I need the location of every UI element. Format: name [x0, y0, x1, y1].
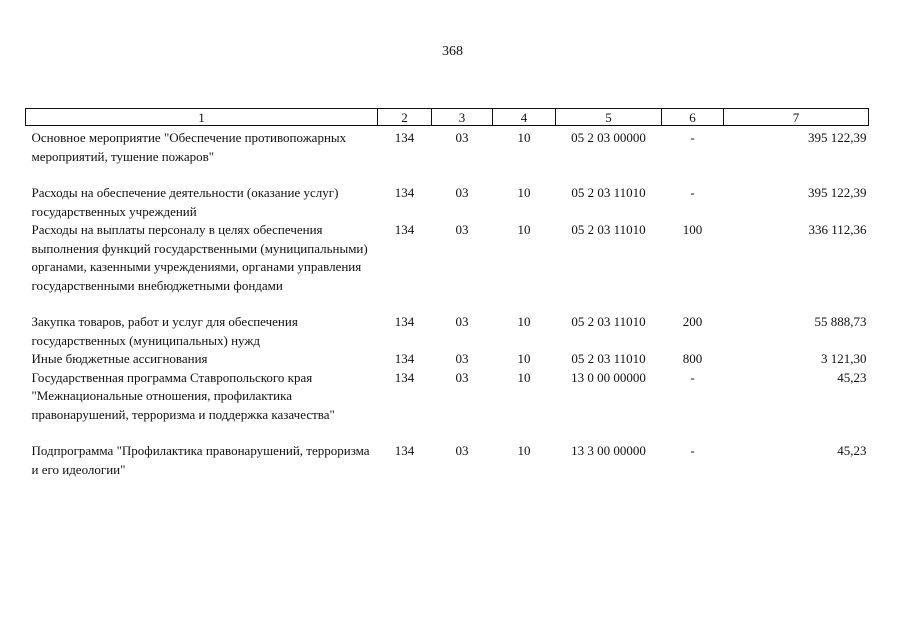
column-header-2: 2 — [378, 109, 432, 126]
row-amount: 336 112,36 — [808, 222, 867, 237]
row-amount: 395 122,39 — [808, 130, 867, 145]
row-col-2: 134 — [394, 222, 415, 237]
column-header-1: 1 — [26, 109, 378, 126]
table-row — [26, 126, 869, 185]
row-col-4: 10 — [517, 443, 531, 458]
row-amount: 55 888,73 — [814, 314, 867, 329]
row-col-5: 13 0 00 00000 — [571, 369, 646, 385]
row-amount: 45,23 — [837, 443, 867, 458]
row-col-3: 03 — [455, 351, 469, 366]
row-col-6: - — [690, 443, 695, 458]
row-col-5: 13 3 00 00000 — [571, 443, 646, 458]
row-col-6: - — [690, 130, 695, 145]
column-header-4: 4 — [493, 109, 556, 126]
column-header-7: 7 — [724, 109, 869, 126]
row-col-2: 134 — [394, 185, 415, 200]
row-col-5: 05 2 03 00000 — [571, 130, 646, 145]
table-row — [26, 184, 869, 221]
row-col-3: 03 — [455, 222, 469, 237]
row-col-2: 134 — [394, 369, 415, 385]
row-name: Иные бюджетные ассигнования — [31, 351, 208, 366]
row-col-4: 10 — [517, 369, 531, 385]
row-col-4: 10 — [517, 130, 531, 145]
row-col-4: 10 — [517, 185, 531, 200]
row-name: Закупка товаров, работ и услуг для обеспечения государственных (муниципальных) нужд — [31, 314, 298, 348]
column-header-3: 3 — [432, 109, 493, 126]
row-col-3: 03 — [455, 369, 469, 385]
row-col-6: 800 — [682, 351, 703, 366]
row-col-3: 03 — [455, 443, 469, 458]
row-col-6: - — [690, 185, 695, 200]
table-row — [26, 442, 869, 479]
table-row — [26, 369, 869, 443]
budget-table — [25, 108, 869, 479]
column-header-6: 6 — [662, 109, 724, 126]
row-col-6: 100 — [682, 222, 703, 237]
row-amount: 3 121,30 — [821, 351, 867, 366]
table-row — [26, 350, 869, 369]
row-col-3: 03 — [455, 130, 469, 145]
row-col-5: 05 2 03 11010 — [571, 314, 646, 329]
table-row — [26, 313, 869, 350]
row-name: Расходы на обеспечение деятельности (оказание услуг) государственных учреждений — [31, 185, 339, 219]
row-col-4: 10 — [517, 351, 531, 366]
row-col-6: 200 — [682, 314, 703, 329]
row-amount: 45,23 — [837, 369, 867, 385]
row-col-5: 05 2 03 11010 — [571, 222, 646, 237]
row-col-2: 134 — [394, 130, 415, 145]
row-col-5: 05 2 03 11010 — [571, 185, 646, 200]
row-col-3: 03 — [455, 185, 469, 200]
row-col-4: 10 — [517, 222, 531, 237]
page-number: 368 — [442, 44, 463, 59]
row-col-6: - — [690, 369, 695, 385]
row-col-2: 134 — [394, 443, 415, 458]
row-col-2: 134 — [394, 351, 415, 366]
row-name: Государственная программа Ставропольского края "Межнациональные отношения, профилактика правонарушений, терроризма и поддержка казачества" — [31, 369, 335, 422]
header-row — [26, 109, 869, 126]
row-amount: 395 122,39 — [808, 185, 867, 200]
row-name: Основное мероприятие "Обеспечение противопожарных мероприятий, тушение пожаров" — [31, 130, 347, 164]
row-name: Подпрограмма "Профилактика правонарушений, терроризма и его идеологии" — [31, 443, 370, 477]
table-body — [26, 126, 869, 480]
row-col-5: 05 2 03 11010 — [571, 351, 646, 366]
table-header — [26, 109, 869, 126]
row-col-2: 134 — [394, 314, 415, 329]
row-col-3: 03 — [455, 314, 469, 329]
row-col-4: 10 — [517, 314, 531, 329]
row-name: Расходы на выплаты персоналу в целях обеспечения выполнения функций государственными (муниципальными) органами, казенными учреждениями, органами управления государственными внебюджетными фондами — [31, 222, 368, 293]
column-header-5: 5 — [556, 109, 662, 126]
table-row — [26, 221, 869, 313]
